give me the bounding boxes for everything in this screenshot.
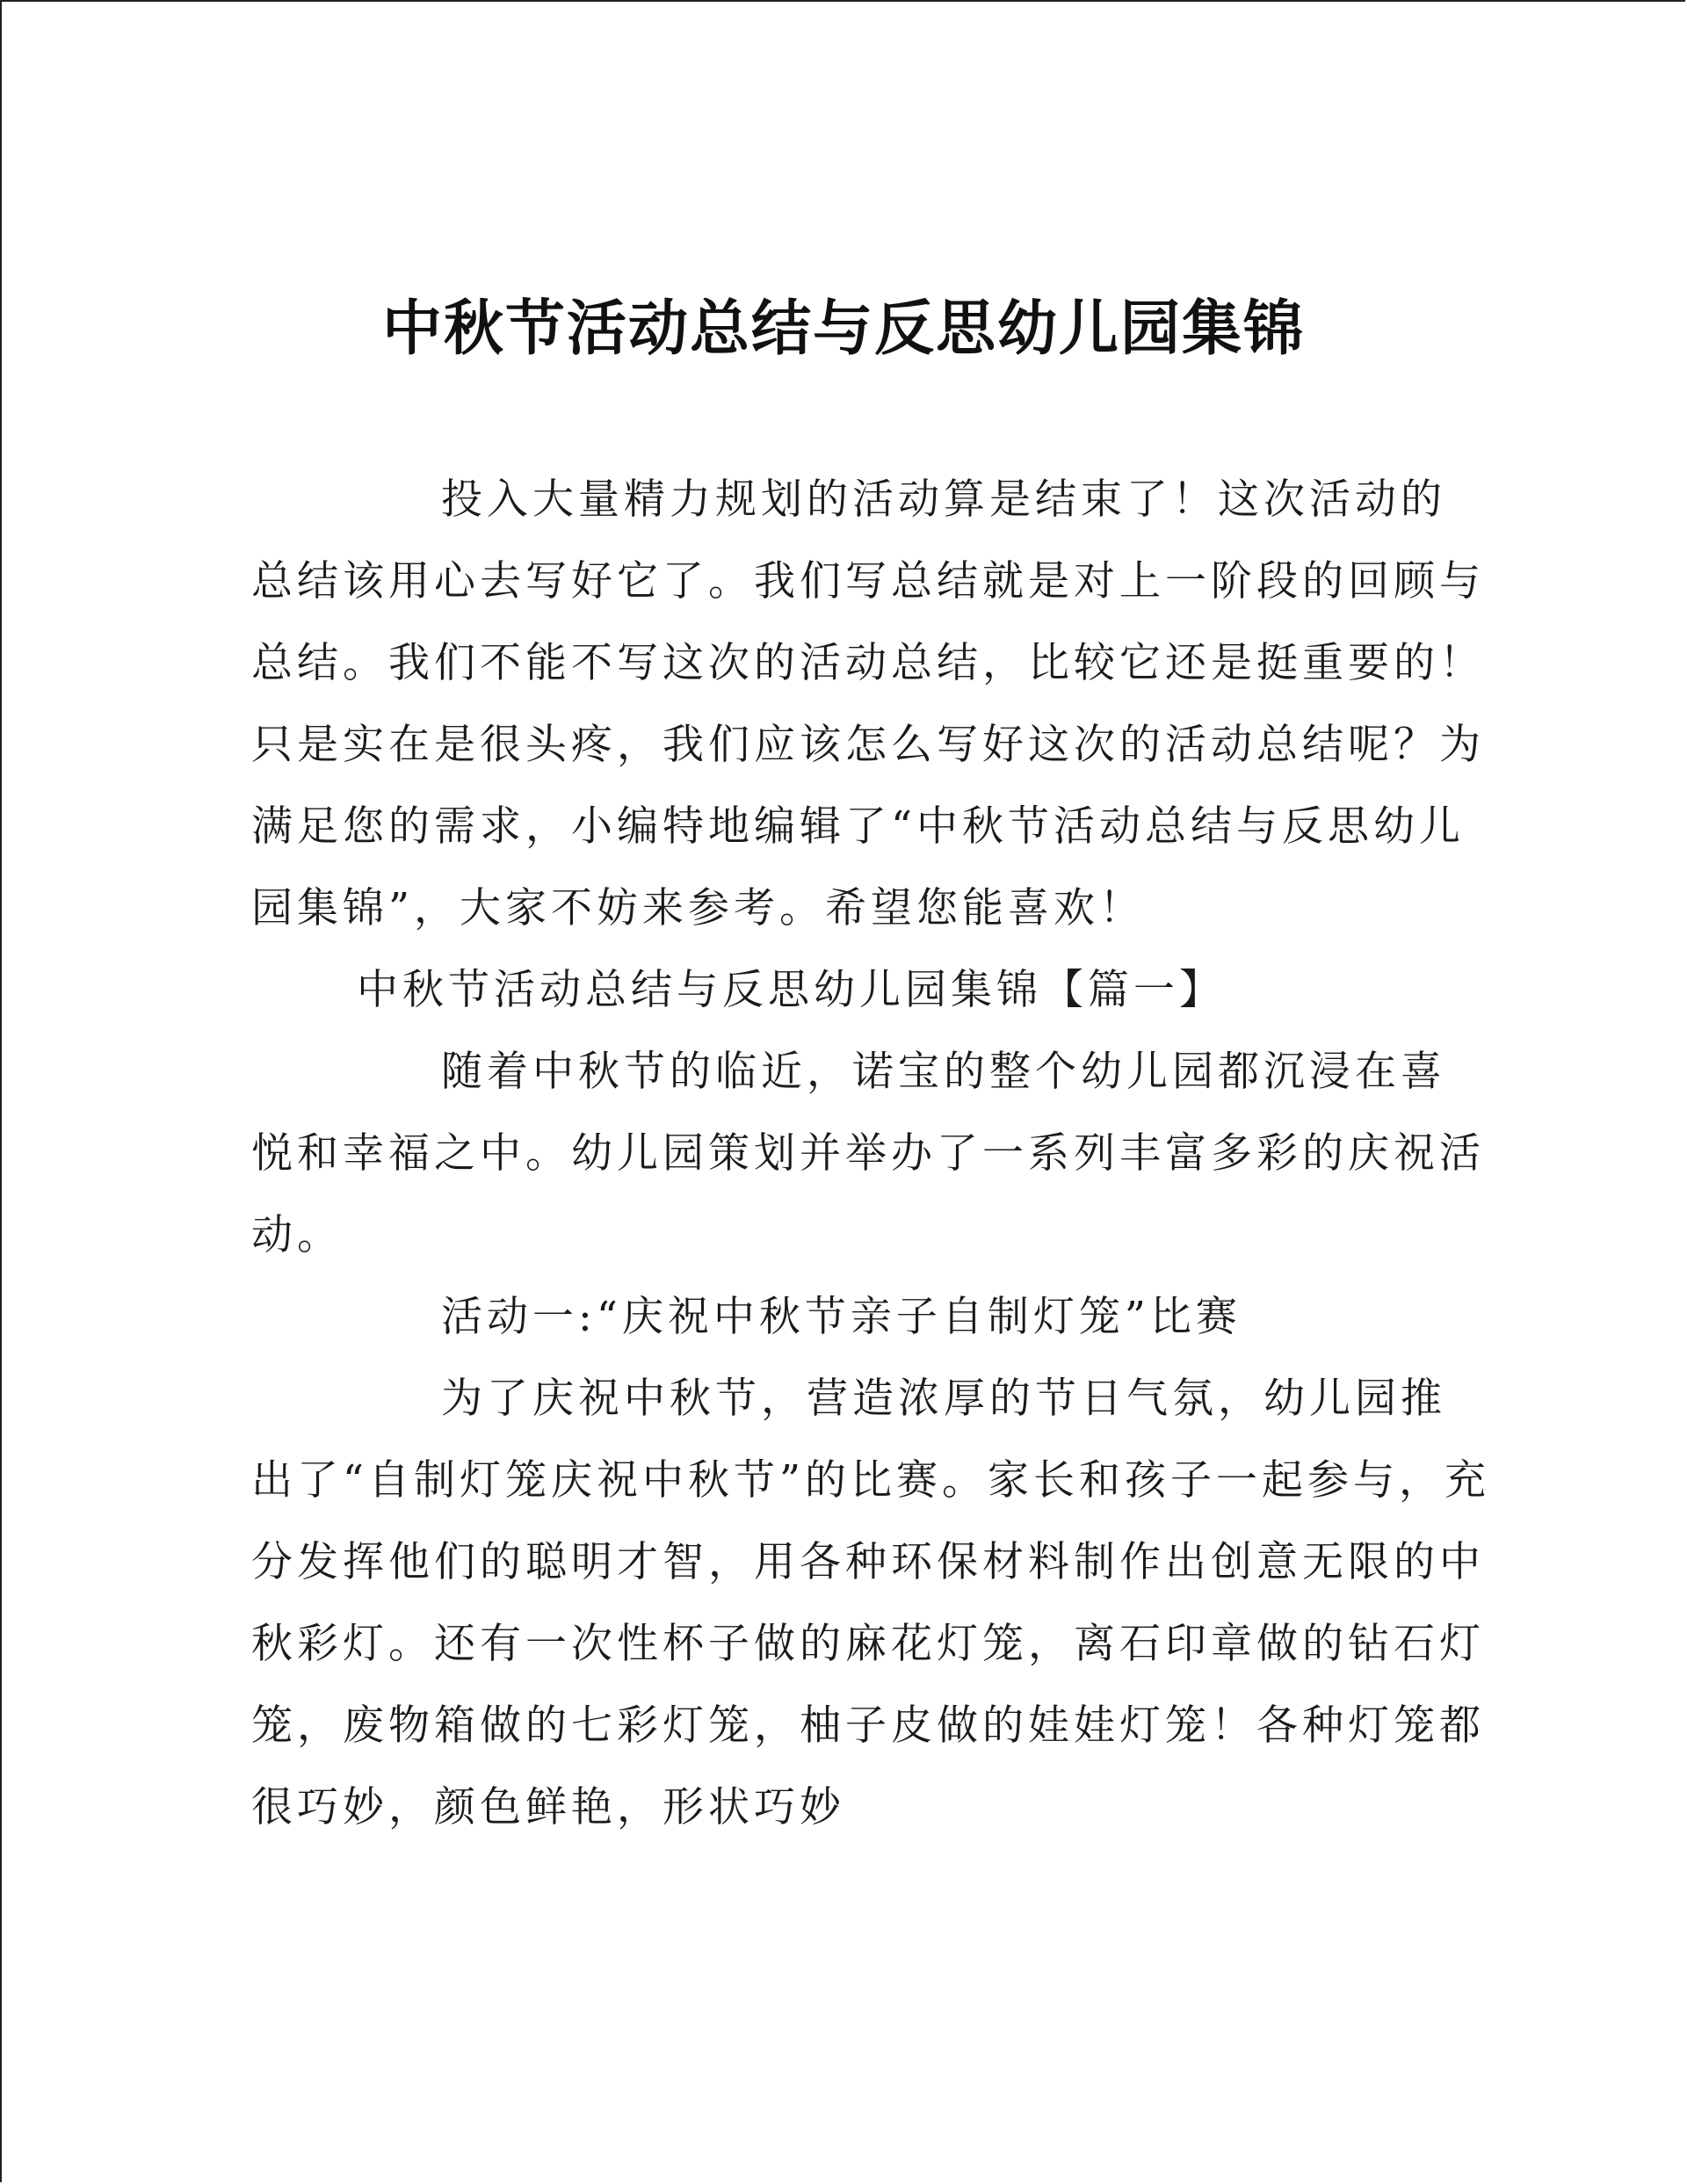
paragraph-line: 为了庆祝中秋节，营造浓厚的节日气氛，幼儿园推: [441, 1375, 1446, 1423]
document-body: [251, 459, 1491, 1848]
paragraph-line: 随着中秋节的临近，诺宝的整个幼儿园都沉浸在喜: [441, 1048, 1446, 1096]
paragraph-line: 满足您的需求，小编特地编辑了“中秋节活动总结与反思幼儿: [251, 802, 1466, 851]
paragraph-line: 园集锦”，大家不妨来参考。希望您能喜欢！: [251, 884, 1146, 932]
paragraph-line: 动。: [251, 1211, 343, 1259]
activity-heading: 活动一:“庆祝中秋节亲子自制灯笼”比赛: [441, 1293, 1242, 1341]
paragraph-line: 总结。我们不能不写这次的活动总结，比较它还是挺重要的！: [251, 639, 1485, 687]
section-heading: 中秋节活动总结与反思幼儿园集锦【篇一】: [357, 966, 1225, 1014]
paragraph-line: 总结该用心去写好它了。我们写总结就是对上一阶段的回顾与: [251, 557, 1485, 606]
paragraph-line: 很巧妙，颜色鲜艳，形状巧妙: [251, 1783, 845, 1832]
paragraph-line: 分发挥他们的聪明才智，用各种环保材料制作出创意无限的中: [251, 1538, 1485, 1586]
paragraph-line: 笼，废物箱做的七彩灯笼，柚子皮做的娃娃灯笼！各种灯笼都: [251, 1701, 1485, 1750]
paragraph-line: 出了“自制灯笼庆祝中秋节”的比赛。家长和孩子一起参与，充: [251, 1456, 1491, 1505]
paragraph-line: 悦和幸福之中。幼儿园策划并举办了一系列丰富多彩的庆祝活: [251, 1129, 1485, 1178]
paragraph-line: 只是实在是很头疼，我们应该怎么写好这次的活动总结呢？为: [251, 721, 1485, 769]
paragraph-line: 投入大量精力规划的活动算是结束了！这次活动的: [441, 475, 1446, 524]
paragraph-line: 秋彩灯。还有一次性杯子做的麻花灯笼，离石印章做的钻石灯: [251, 1620, 1485, 1668]
document-title: 中秋节活动总结与反思幼儿园集锦: [381, 294, 1305, 364]
